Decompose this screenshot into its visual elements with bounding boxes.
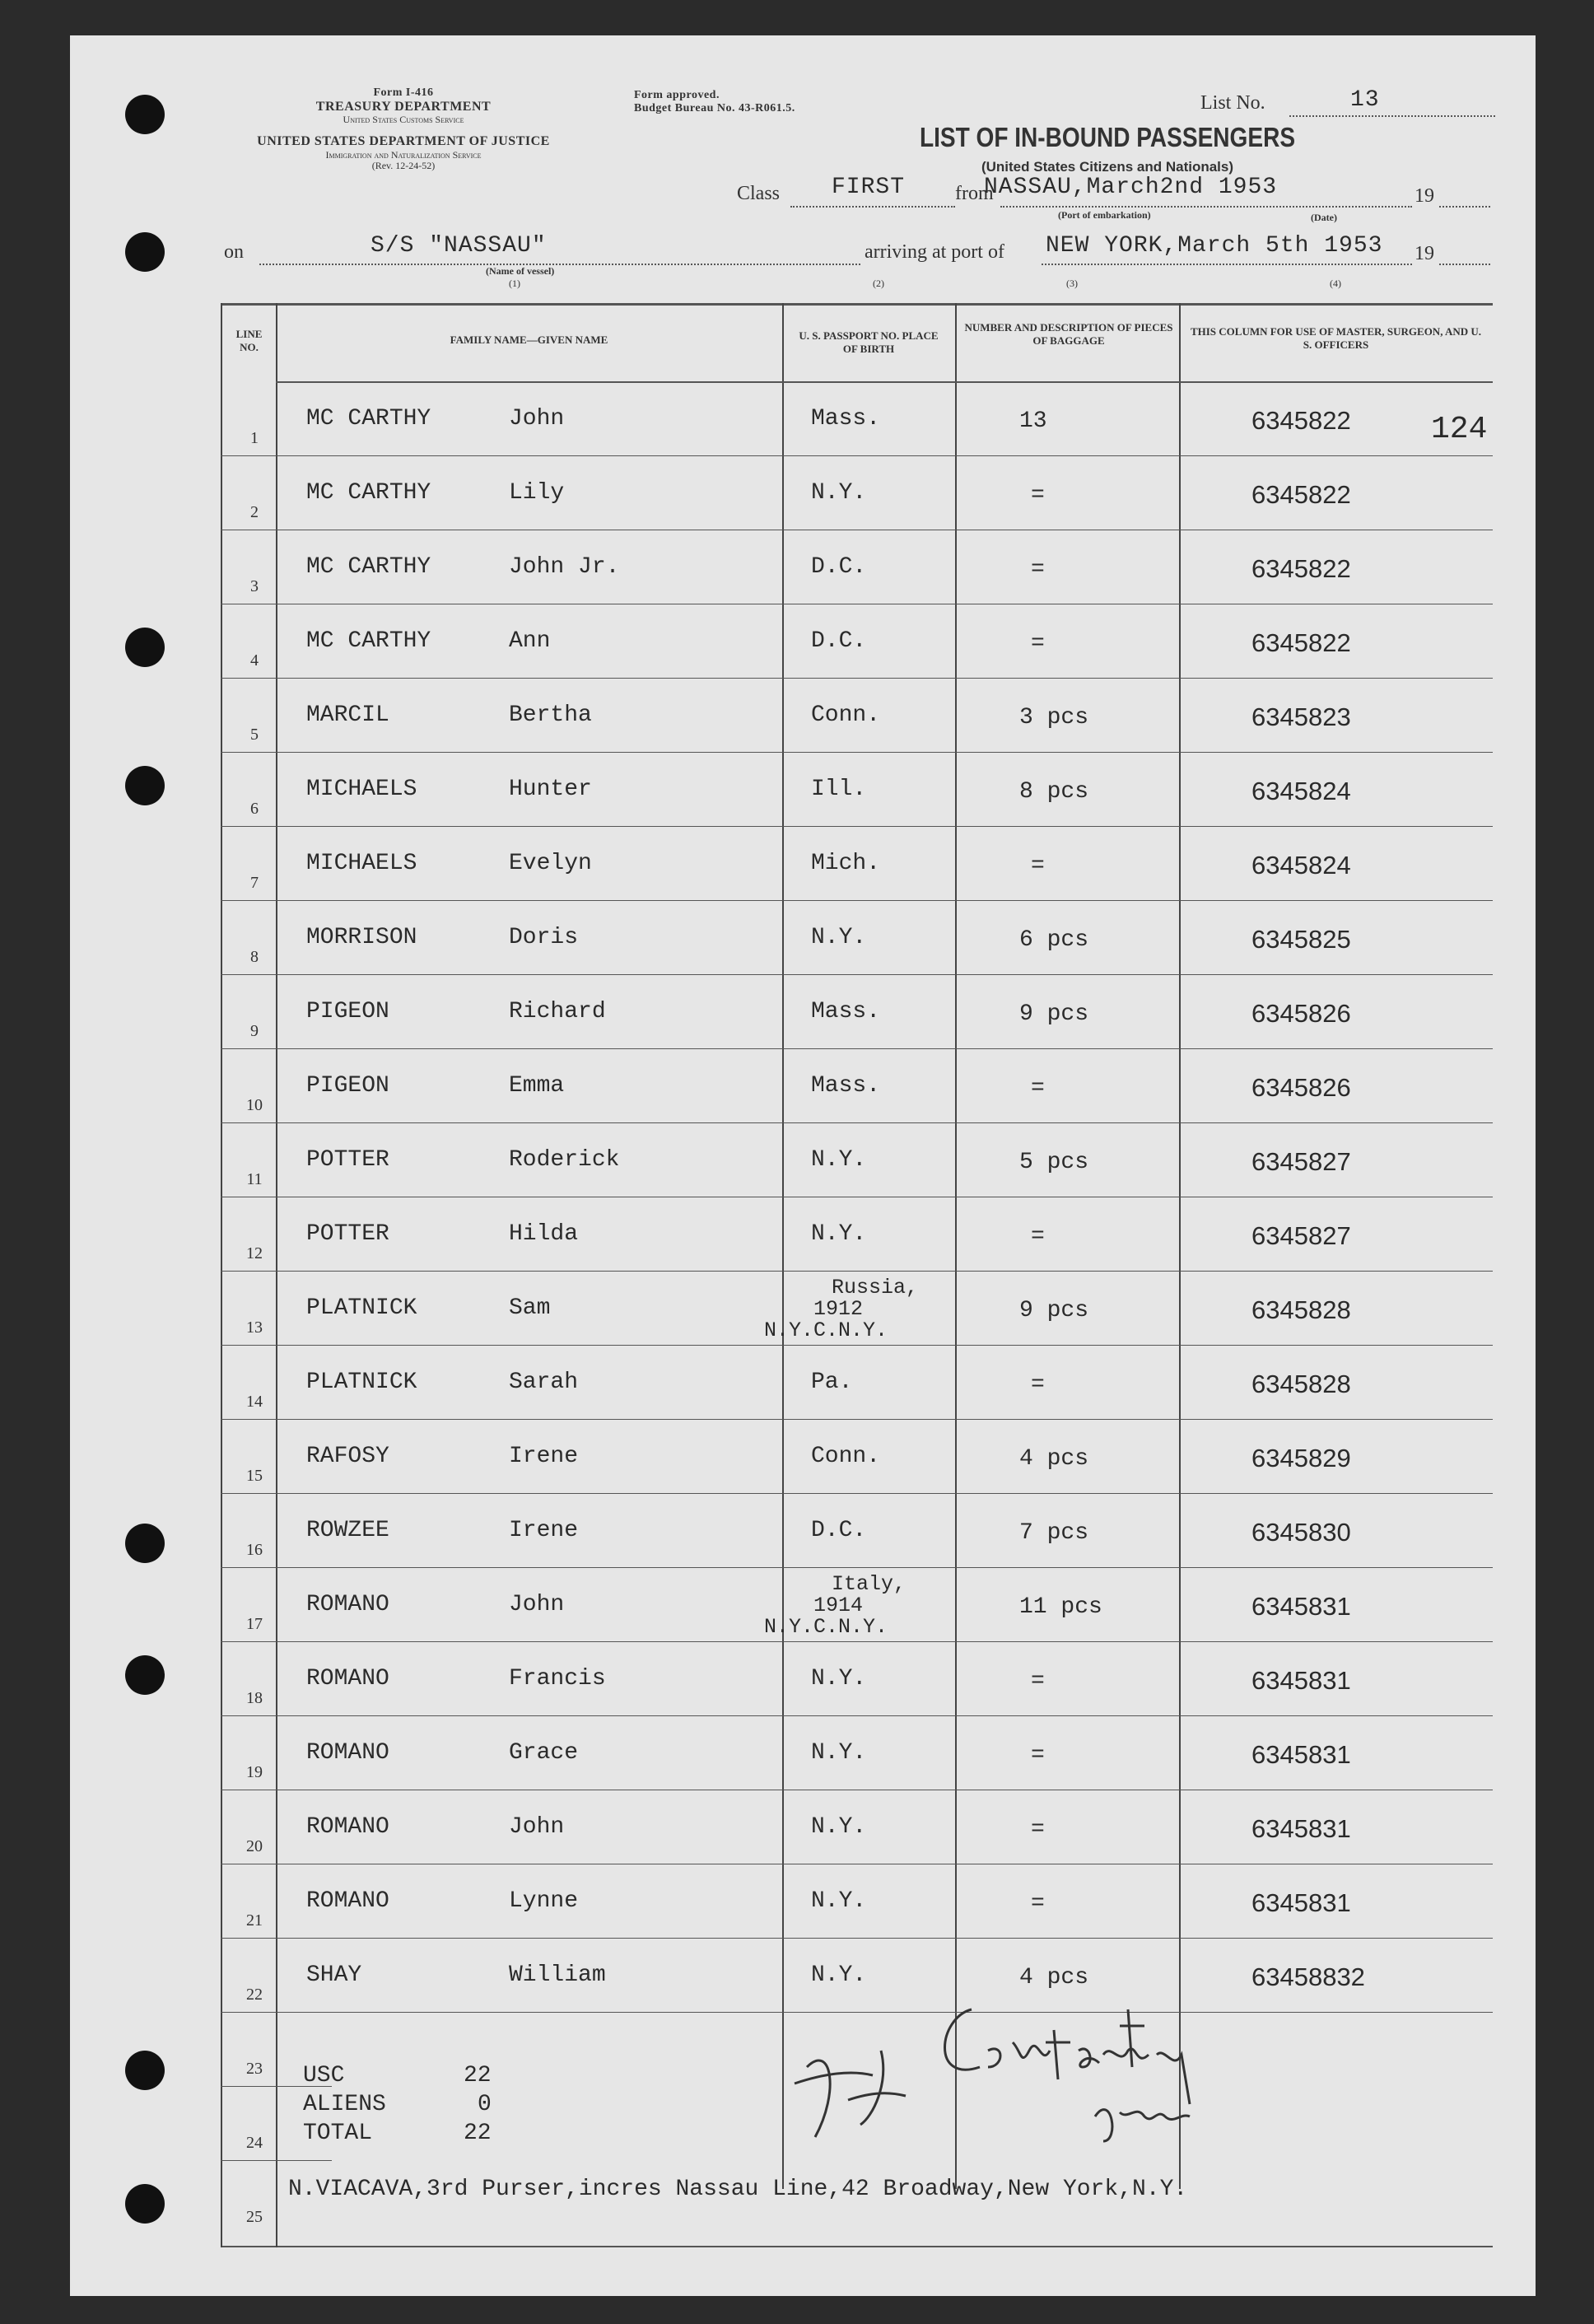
dotted-line — [790, 206, 955, 208]
form-agency-block — [218, 86, 589, 172]
row-divider — [276, 1567, 1493, 1568]
family-name: MICHAELS — [306, 851, 417, 876]
officer-number: 6345830 — [1251, 1518, 1351, 1547]
birth-year: 1912 — [813, 1297, 864, 1321]
immigration-service: Immigration and Naturalization Service — [325, 148, 482, 161]
line-no-divider — [221, 1271, 276, 1272]
row-divider — [276, 1938, 1493, 1939]
family-name: PIGEON — [306, 1073, 389, 1099]
usc-value: 22 — [464, 2063, 492, 2088]
line-number: 14 — [246, 1393, 263, 1411]
year-prefix: 19 — [1415, 243, 1434, 264]
row-divider — [276, 1271, 1493, 1272]
line-number: 6 — [250, 800, 259, 818]
place-of-birth: N.Y. — [811, 1740, 867, 1766]
officer-number: 6345831 — [1251, 1888, 1351, 1917]
officer-number: 6345828 — [1251, 1295, 1351, 1324]
revision: (Rev. 12-24-52) — [371, 160, 436, 172]
line-number: 21 — [246, 1911, 263, 1930]
col-header-baggage: NUMBER AND DESCRIPTION OF PIECES OF BAGGAGE — [964, 321, 1173, 347]
place-of-birth: Italy, — [832, 1572, 907, 1596]
place-of-birth: Conn. — [811, 702, 881, 728]
treasury-dept: TREASURY DEPARTMENT — [315, 100, 492, 114]
line-number: 8 — [250, 948, 259, 966]
baggage-pieces: 13 — [1019, 408, 1047, 434]
binder-hole — [125, 1655, 165, 1695]
baggage-pieces: = — [1031, 1891, 1045, 1916]
line-number: 7 — [250, 874, 259, 892]
family-name: SHAY — [306, 1962, 362, 1988]
given-name: Emma — [509, 1073, 565, 1099]
baggage-pieces: = — [1031, 1372, 1045, 1398]
place-of-birth: N.Y. — [811, 1147, 867, 1173]
place-of-birth: N.Y. — [811, 925, 867, 950]
row-divider — [276, 1715, 1493, 1716]
row-divider — [276, 826, 1493, 827]
family-name: MC CARTHY — [306, 554, 431, 580]
usc-label: USC — [303, 2063, 345, 2088]
line-number: 11 — [246, 1170, 263, 1188]
dotted-line — [1439, 264, 1490, 265]
place-of-birth: Russia, — [832, 1276, 919, 1300]
family-name: ROMANO — [306, 1740, 389, 1766]
officer-number: 6345822 — [1251, 554, 1351, 583]
line-number: 1 — [250, 429, 259, 447]
baggage-pieces: = — [1031, 1817, 1045, 1842]
given-name: Francis — [509, 1666, 606, 1692]
line-no-divider — [221, 826, 276, 827]
justice-dept: UNITED STATES DEPARTMENT OF JUSTICE — [257, 134, 550, 149]
row-divider — [276, 455, 1493, 456]
officer-number: 6345822 — [1251, 480, 1351, 509]
family-name: POTTER — [306, 1147, 389, 1173]
binder-hole — [125, 2184, 165, 2224]
dotted-line — [1000, 206, 1412, 208]
family-name: MICHAELS — [306, 777, 417, 802]
list-no-value: 13 — [1350, 87, 1380, 113]
given-name: Sarah — [509, 1370, 579, 1395]
aliens-label: ALIENS — [303, 2092, 386, 2117]
given-name: Lynne — [509, 1888, 579, 1914]
baggage-pieces: 3 pcs — [1019, 705, 1089, 730]
page-subtitle: (United States Citizens and Nationals) — [981, 159, 1234, 175]
col-header-passport: U. S. PASSPORT NO. PLACE OF BIRTH — [799, 329, 939, 355]
line-number: 10 — [246, 1096, 263, 1114]
line-number: 19 — [246, 1763, 263, 1781]
binder-hole — [125, 95, 165, 134]
col-number-1: (1) — [509, 278, 520, 289]
line-number: 16 — [246, 1541, 263, 1559]
row-divider — [276, 752, 1493, 753]
line-number: 20 — [246, 1837, 263, 1855]
given-name: Doris — [509, 925, 579, 950]
place-of-birth: N.Y. — [811, 1221, 867, 1247]
baggage-pieces: 9 pcs — [1019, 1001, 1089, 1027]
place-of-birth: N.Y. — [811, 480, 867, 506]
line-number: 12 — [246, 1244, 263, 1262]
col-header-name: FAMILY NAME—GIVEN NAME — [450, 334, 608, 346]
birth-year: 1914 — [813, 1594, 864, 1617]
officer-number: 6345822 — [1251, 628, 1351, 657]
given-name: Hunter — [509, 777, 592, 802]
dotted-line — [259, 264, 860, 265]
vessel-name-label: (Name of vessel) — [486, 265, 555, 277]
family-name: MC CARTHY — [306, 628, 431, 654]
place-of-birth: Mass. — [811, 999, 881, 1024]
row-divider — [276, 2160, 332, 2161]
line-number: 17 — [246, 1615, 263, 1633]
family-name: ROMANO — [306, 1814, 389, 1840]
line-number: 13 — [246, 1318, 263, 1337]
line-no-divider — [221, 900, 276, 901]
line-number: 24 — [246, 2134, 263, 2152]
baggage-pieces: 6 pcs — [1019, 927, 1089, 953]
line-no-divider — [221, 1048, 276, 1049]
baggage-pieces: = — [1031, 1668, 1045, 1694]
officer-number: 6345824 — [1251, 851, 1351, 880]
row-divider — [276, 1641, 1493, 1642]
row-divider — [276, 678, 1493, 679]
baggage-pieces: 4 pcs — [1019, 1965, 1089, 1990]
baggage-pieces: 8 pcs — [1019, 779, 1089, 805]
dotted-line — [1042, 264, 1412, 265]
header-divider — [276, 381, 1493, 383]
given-name: Hilda — [509, 1221, 579, 1247]
margin-note: 124 — [1431, 412, 1488, 447]
baggage-pieces: 5 pcs — [1019, 1150, 1089, 1175]
officer-number: 6345829 — [1251, 1444, 1351, 1472]
place-of-birth: Mass. — [811, 406, 881, 432]
baggage-pieces: 7 pcs — [1019, 1520, 1089, 1546]
given-name: Irene — [509, 1518, 579, 1543]
col-header-line-no: LINE NO. — [235, 328, 263, 353]
given-name: Irene — [509, 1444, 579, 1469]
naturalized-place: N.Y.C.N.Y. — [764, 1615, 888, 1639]
given-name: Richard — [509, 999, 606, 1024]
line-number: 25 — [246, 2208, 263, 2226]
given-name: John — [509, 1592, 565, 1617]
baggage-pieces: = — [1031, 1076, 1045, 1101]
baggage-pieces: = — [1031, 483, 1045, 508]
naturalized-place: N.Y.C.N.Y. — [764, 1318, 888, 1342]
family-name: POTTER — [306, 1221, 389, 1247]
total-value: 22 — [464, 2121, 492, 2146]
line-no-divider — [221, 455, 276, 456]
baggage-pieces: = — [1031, 631, 1045, 656]
line-number: 9 — [250, 1022, 259, 1040]
baggage-pieces: = — [1031, 853, 1045, 879]
class-label: Class — [737, 183, 781, 204]
form-number: Form I-416 — [373, 86, 434, 99]
on-label: on — [224, 241, 244, 263]
approval-block — [634, 89, 795, 115]
purser-footer: N.VIACAVA,3rd Purser,incres Nassau Line,42 Broadway,New York,N.Y. — [288, 2177, 1188, 2202]
dotted-line — [1439, 206, 1490, 208]
binder-hole — [125, 232, 165, 272]
place-of-birth: N.Y. — [811, 1888, 867, 1914]
baggage-pieces: 9 pcs — [1019, 1298, 1089, 1323]
baggage-pieces: = — [1031, 557, 1045, 582]
budget-bureau: Budget Bureau No. 43-R061.5. — [634, 102, 795, 115]
col-number-3: (3) — [1066, 278, 1078, 289]
line-no-divider — [221, 2160, 276, 2161]
family-name: ROWZEE — [306, 1518, 389, 1543]
line-no-divider — [221, 1567, 276, 1568]
binder-hole — [125, 1524, 165, 1563]
form-approved: Form approved. — [634, 89, 720, 101]
officer-number: 6345825 — [1251, 925, 1351, 954]
class-value: FIRST — [832, 175, 906, 200]
officer-number: 6345831 — [1251, 1666, 1351, 1695]
binder-hole — [125, 628, 165, 667]
row-divider — [276, 974, 1493, 975]
officer-number: 6345831 — [1251, 1740, 1351, 1769]
place-of-birth: Mich. — [811, 851, 881, 876]
year-prefix: 19 — [1415, 185, 1434, 207]
place-of-birth: N.Y. — [811, 1814, 867, 1840]
place-of-birth: Mass. — [811, 1073, 881, 1099]
row-divider — [276, 900, 1493, 901]
port-embarkation-label: (Port of embarkation) — [1058, 209, 1151, 221]
line-no-divider — [221, 2086, 276, 2087]
given-name: John — [509, 1814, 565, 1840]
place-of-birth: D.C. — [811, 1518, 867, 1543]
col-number-4: (4) — [1330, 278, 1341, 289]
line-no-divider — [221, 2012, 276, 2013]
given-name: Ann — [509, 628, 551, 654]
binder-hole — [125, 766, 165, 805]
line-no-divider — [221, 678, 276, 679]
place-of-birth: Pa. — [811, 1370, 853, 1395]
vessel-name: S/S "NASSAU" — [371, 233, 547, 259]
place-of-birth: D.C. — [811, 628, 867, 654]
given-name: John Jr. — [509, 554, 620, 580]
inspector-signature — [782, 1993, 1243, 2149]
line-number: 23 — [246, 2060, 263, 2078]
from-label: from — [955, 183, 994, 204]
line-no-divider — [221, 1345, 276, 1346]
given-name: William — [509, 1962, 606, 1988]
from-value: NASSAU,March2nd 1953 — [984, 175, 1278, 200]
line-no-divider — [221, 1122, 276, 1123]
family-name: MORRISON — [306, 925, 417, 950]
col-number-2: (2) — [873, 278, 884, 289]
line-number: 4 — [250, 651, 259, 670]
arriving-label: arriving at port of — [865, 241, 1004, 263]
officer-number: 6345826 — [1251, 1073, 1351, 1102]
line-no-divider — [221, 1641, 276, 1642]
given-name: Evelyn — [509, 851, 592, 876]
officer-number: 6345823 — [1251, 702, 1351, 731]
line-no-divider — [221, 1419, 276, 1420]
line-number: 18 — [246, 1689, 263, 1707]
col-header-officers: THIS COLUMN FOR USE OF MASTER, SURGEON, AND U. S. OFFICERS — [1190, 325, 1482, 351]
family-name: RAFOSY — [306, 1444, 389, 1469]
row-divider — [276, 1419, 1493, 1420]
family-name: PLATNICK — [306, 1370, 417, 1395]
place-of-birth: N.Y. — [811, 1666, 867, 1692]
line-no-divider — [221, 752, 276, 753]
place-of-birth: Ill. — [811, 777, 867, 802]
line-number: 22 — [246, 1986, 263, 2004]
family-name: PLATNICK — [306, 1295, 417, 1321]
row-divider — [276, 1493, 1493, 1494]
officer-number: 6345822 — [1251, 406, 1351, 435]
given-name: Sam — [509, 1295, 551, 1321]
place-of-birth: Conn. — [811, 1444, 881, 1469]
given-name: Bertha — [509, 702, 592, 728]
family-name: MC CARTHY — [306, 406, 431, 432]
family-name: ROMANO — [306, 1592, 389, 1617]
list-no-label: List No. — [1200, 92, 1265, 114]
binder-hole — [125, 2051, 165, 2090]
line-no-divider — [221, 974, 276, 975]
given-name: Grace — [509, 1740, 579, 1766]
family-name: MC CARTHY — [306, 480, 431, 506]
officer-number: 6345827 — [1251, 1221, 1351, 1250]
line-number: 2 — [250, 503, 259, 521]
officer-number: 6345824 — [1251, 777, 1351, 805]
line-number: 15 — [246, 1467, 263, 1485]
family-name: MARCIL — [306, 702, 389, 728]
family-name: ROMANO — [306, 1888, 389, 1914]
officer-number: 6345831 — [1251, 1592, 1351, 1621]
arriving-value: NEW YORK,March 5th 1953 — [1046, 233, 1383, 259]
baggage-pieces: 4 pcs — [1019, 1446, 1089, 1472]
family-name: ROMANO — [306, 1666, 389, 1692]
aliens-value: 0 — [478, 2092, 492, 2117]
total-label: TOTAL — [303, 2121, 373, 2146]
baggage-pieces: 11 pcs — [1019, 1594, 1102, 1620]
place-of-birth: D.C. — [811, 554, 867, 580]
baggage-pieces: = — [1031, 1743, 1045, 1768]
line-number: 5 — [250, 726, 259, 744]
officer-number: 6345828 — [1251, 1370, 1351, 1398]
given-name: John — [509, 406, 565, 432]
officer-number: 63458832 — [1251, 1962, 1365, 1991]
line-number: 3 — [250, 577, 259, 595]
line-no-divider — [221, 1493, 276, 1494]
officer-number: 6345827 — [1251, 1147, 1351, 1176]
customs-service: United States Customs Service — [343, 114, 464, 126]
row-divider — [276, 1345, 1493, 1346]
dotted-line — [1289, 115, 1495, 117]
row-divider — [276, 1122, 1493, 1123]
row-divider — [276, 1048, 1493, 1049]
line-no-divider — [221, 1938, 276, 1939]
given-name: Roderick — [509, 1147, 620, 1173]
page-title: LIST OF IN-BOUND PASSENGERS — [919, 122, 1296, 152]
officer-number: 6345826 — [1251, 999, 1351, 1028]
family-name: PIGEON — [306, 999, 389, 1024]
given-name: Lily — [509, 480, 565, 506]
line-no-divider — [221, 1715, 276, 1716]
date-label: (Date) — [1311, 212, 1337, 223]
officer-number: 6345831 — [1251, 1814, 1351, 1843]
baggage-pieces: = — [1031, 1224, 1045, 1249]
place-of-birth: N.Y. — [811, 1962, 867, 1988]
